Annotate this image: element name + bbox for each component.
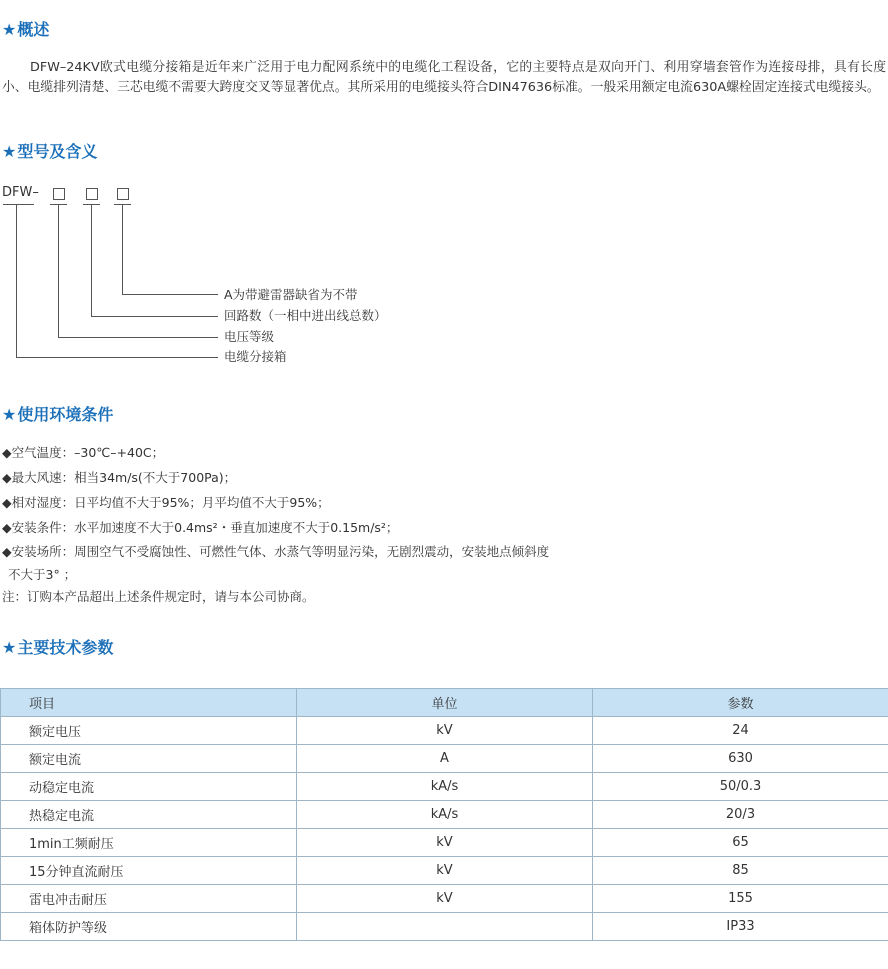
cell-value: IP33 bbox=[593, 913, 888, 941]
cell-unit: kV bbox=[297, 717, 593, 745]
params-title: ★主要技术参数 bbox=[2, 638, 114, 657]
cell-item: 热稳定电流 bbox=[1, 801, 297, 829]
star-icon: ★ bbox=[2, 142, 17, 161]
table-row bbox=[1, 885, 888, 913]
cell-unit: A bbox=[297, 745, 593, 773]
legend-arrester: A为带避雷器缺省为不带 bbox=[224, 287, 358, 302]
star-icon: ★ bbox=[2, 20, 17, 39]
table-header-row bbox=[1, 689, 888, 717]
star-icon: ★ bbox=[2, 405, 17, 424]
cell-unit: kV bbox=[297, 885, 593, 913]
cell-unit: kV bbox=[297, 829, 593, 857]
cell-unit bbox=[297, 913, 593, 941]
cell-value: 20/3 bbox=[593, 801, 888, 829]
cell-unit: kA/s bbox=[297, 801, 593, 829]
header-value: 参数 bbox=[593, 689, 888, 717]
cell-value: 65 bbox=[593, 829, 888, 857]
legend-voltage: 电压等级 bbox=[224, 329, 275, 344]
overview-title: ★概述 bbox=[2, 20, 50, 39]
table-row bbox=[1, 829, 888, 857]
environment-title: ★使用环境条件 bbox=[2, 405, 114, 424]
cell-item: 额定电压 bbox=[1, 717, 297, 745]
cell-item: 动稳定电流 bbox=[1, 773, 297, 801]
table-row bbox=[1, 913, 888, 941]
table-row bbox=[1, 857, 888, 885]
star-icon: ★ bbox=[2, 638, 17, 657]
cell-unit: kV bbox=[297, 857, 593, 885]
env-item-site-cont: 不大于3° ； bbox=[8, 567, 77, 582]
header-unit: 单位 bbox=[297, 689, 593, 717]
legend-circuits: 回路数（一相中进出线总数） bbox=[224, 308, 387, 323]
cell-value: 50/0.3 bbox=[593, 773, 888, 801]
table-row bbox=[1, 773, 888, 801]
cell-value: 630 bbox=[593, 745, 888, 773]
env-note: 注：订购本产品超出上述条件规定时，请与本公司协商。 bbox=[2, 589, 315, 604]
cell-unit: kA/s bbox=[297, 773, 593, 801]
params-table bbox=[0, 688, 888, 941]
legend-box: 电缆分接箱 bbox=[224, 349, 287, 364]
env-item-temperature: ◆空气温度：–30℃–+40C； bbox=[2, 445, 165, 460]
cell-value: 24 bbox=[593, 717, 888, 745]
cell-item: 箱体防护等级 bbox=[1, 913, 297, 941]
cell-item: 额定电流 bbox=[1, 745, 297, 773]
cell-value: 85 bbox=[593, 857, 888, 885]
table-row bbox=[1, 745, 888, 773]
model-title: ★型号及含义 bbox=[2, 142, 98, 161]
header-item: 项目 bbox=[1, 689, 297, 717]
overview-text: DFW–24KV欧式电缆分接箱是近年来广泛用于电力配网系统中的电缆化工程设备，它的主要特点是双向开门、利用穿墙套管作为连接母排，具有长度小、电缆排列清楚、三芯电缆不需要大跨度交叉等显著优点。其所采用的电缆接头符合DIN47636标准。一般采用额定电流630A螺栓固定连接式电缆接头。 bbox=[2, 60, 886, 95]
env-item-humidity: ◆相对湿度：日平均值不大于95%；月平均值不大于95%； bbox=[2, 495, 330, 510]
cell-item: 雷电冲击耐压 bbox=[1, 885, 297, 913]
cell-item: 15分钟直流耐压 bbox=[1, 857, 297, 885]
table-row bbox=[1, 801, 888, 829]
cell-item: 1min工频耐压 bbox=[1, 829, 297, 857]
model-code: DFW– bbox=[2, 185, 39, 200]
env-item-site: ◆安装场所：周围空气不受腐蚀性、可燃性气体、水蒸气等明显污染，无剧烈震动，安装地点倾斜度 bbox=[2, 544, 550, 559]
env-item-wind: ◆最大风速：相当34m/s(不大于700Pa)； bbox=[2, 470, 237, 485]
env-item-installation: ◆安装条件：水平加速度不大于0.4ms²・垂直加速度不大于0.15m/s²； bbox=[2, 520, 399, 535]
cell-value: 155 bbox=[593, 885, 888, 913]
table-row bbox=[1, 717, 888, 745]
